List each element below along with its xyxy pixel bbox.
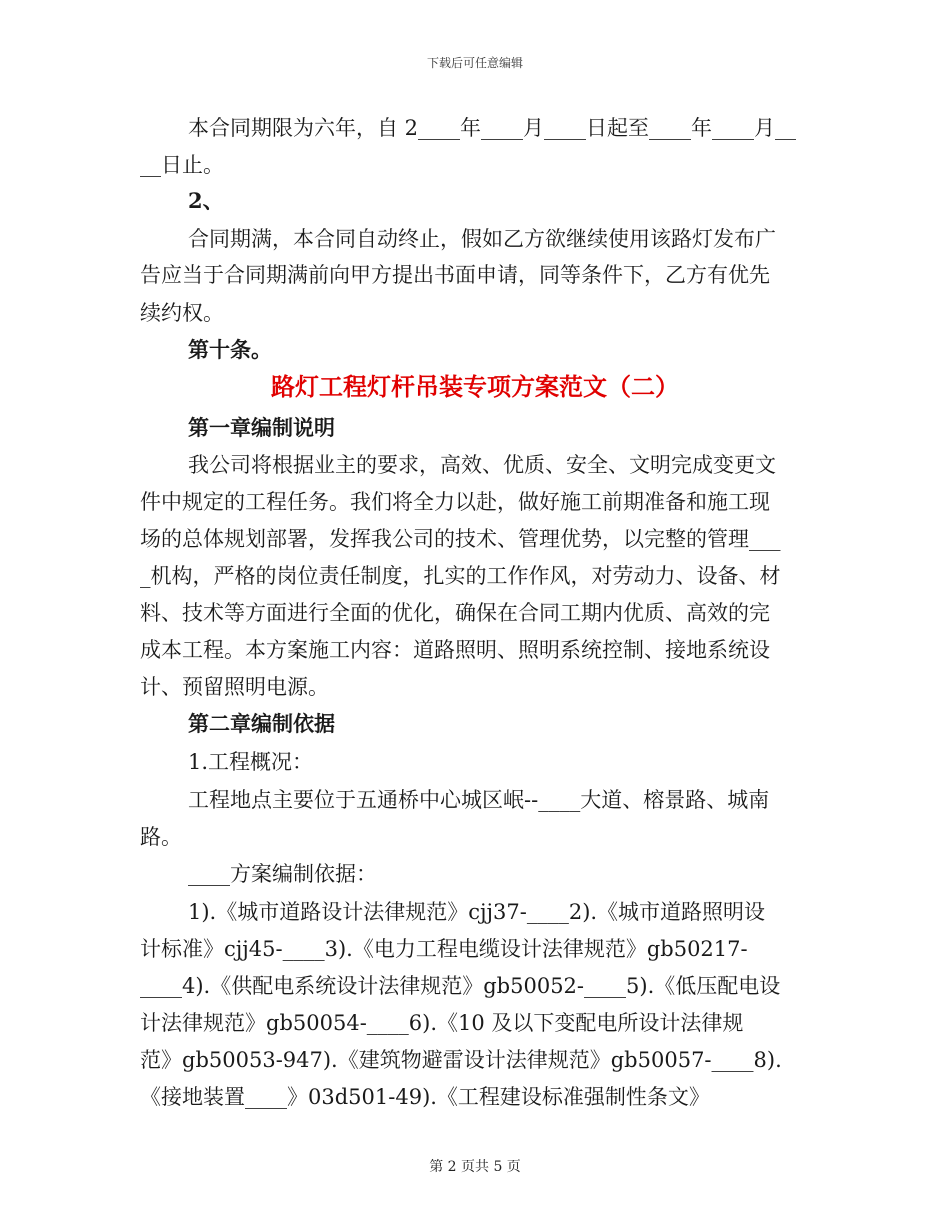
chapter-heading: 第一章编制说明 bbox=[188, 415, 335, 440]
paragraph-line: 合同期满，本合同自动终止，假如乙方欲继续使用该路灯发布广 bbox=[188, 227, 776, 251]
paragraph-line: __日止。 bbox=[140, 153, 224, 177]
reference-line: 计法律规范》gb50054-____6).《10 及以下变配电所设计法律规 bbox=[140, 1011, 744, 1035]
paragraph-line: 续约权。 bbox=[140, 301, 224, 325]
paragraph-line: 计、预留照明电源。 bbox=[140, 675, 329, 699]
chapter-heading: 第二章编制依据 bbox=[188, 711, 335, 736]
section-heading: 1.工程概况： bbox=[188, 750, 314, 774]
paragraph-line: 告应当于合同期满前向甲方提出书面申请，同等条件下，乙方有优先 bbox=[140, 263, 770, 287]
reference-line: ____4).《供配电系统设计法律规范》gb50052-____5).《低压配电设 bbox=[140, 974, 781, 998]
paragraph-line: 料、技术等方面进行全面的优化，确保在合同工期内优质、高效的完 bbox=[140, 601, 770, 625]
clause-heading: 第十条。 bbox=[188, 337, 272, 362]
page-footer: 第 2 页共 5 页 bbox=[429, 1159, 521, 1175]
paragraph-line: 本合同期限为六年，自 2____年____月____日起至____年____月__ bbox=[188, 116, 797, 140]
reference-line: 计标准》cjj45-____3).《电力工程电缆设计法律规范》gb50217- bbox=[140, 937, 748, 961]
reference-line: 《接地装置____》03d501-49).《工程建设标准强制性条文》 bbox=[140, 1085, 710, 1109]
paragraph-line: 场的总体规划部署，发挥我公司的技术、管理优势，以完整的管理___ bbox=[140, 527, 781, 551]
clause-number: 2、 bbox=[188, 188, 224, 213]
paragraph-line: 路。 bbox=[140, 825, 182, 849]
paragraph-line: _机构，严格的岗位责任制度，扎实的工作作风，对劳动力、设备、材 bbox=[140, 564, 781, 588]
paragraph-line: ____方案编制依据： bbox=[188, 862, 377, 886]
document-title: 路灯工程灯杆吊装专项方案范文（二） bbox=[271, 372, 679, 401]
reference-line: 1).《城市道路设计法律规范》cjj37-____2).《城市道路照明设 bbox=[188, 900, 766, 924]
reference-line: 范》gb50053-947).《建筑物避雷设计法律规范》gb50057-____8). bbox=[140, 1048, 782, 1072]
paragraph-line: 件中规定的工程任务。我们将全力以赴，做好施工前期准备和施工现 bbox=[140, 490, 770, 514]
paragraph-line: 我公司将根据业主的要求，高效、优质、安全、文明完成变更文 bbox=[188, 453, 776, 477]
paragraph-line: 工程地点主要位于五通桥中心城区岷--____大道、榕景路、城南 bbox=[188, 788, 770, 812]
paragraph-line: 成本工程。本方案施工内容：道路照明、照明系统控制、接地系统设 bbox=[140, 638, 770, 662]
page-header: 下载后可任意编辑 bbox=[426, 56, 523, 70]
